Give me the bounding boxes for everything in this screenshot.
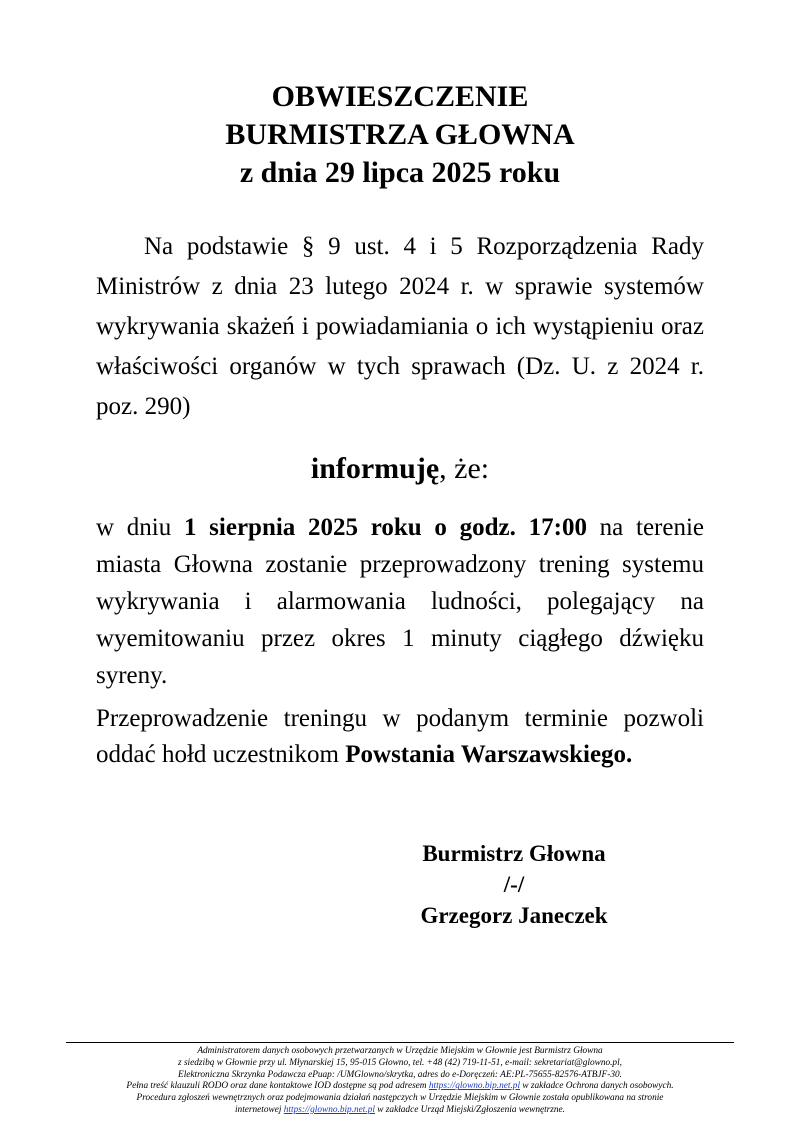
legal-basis-paragraph: Na podstawie § 9 ust. 4 i 5 Rozporządzenia Rady Ministrów z dnia 23 lutego 2024 r. w sprawie systemów wykrywania skażeń i powiadamiania o ich wystąpieniu oraz właściwości organów w tych sprawach (Dz. U. z 2024 r. poz. 290) bbox=[96, 233, 704, 420]
siren-notice-paragraph bbox=[96, 509, 704, 694]
bip-link[interactable]: https://glowno.bip.net.pl bbox=[283, 1104, 375, 1115]
footer-text: Pełna treść klauzuli RODO oraz dane kontaktowe IOD dostępne są pod adresem bbox=[126, 1081, 429, 1092]
signature-name: Grzegorz Janeczek bbox=[420, 903, 608, 928]
footer-line bbox=[66, 1105, 734, 1117]
announcement-heading bbox=[0, 449, 800, 489]
signature-mark: /-/ bbox=[503, 872, 525, 897]
footer-text: internetowej bbox=[234, 1104, 284, 1115]
footer-line: Elektroniczna Skrzynka Podawcza ePuap: /UMGlowno/skrytka, adres do e-Doręczeń: AE:PL-75655-82576-ATBJF-30. bbox=[178, 1069, 622, 1080]
tribute-text: Przeprowadzenie treningu w podanym terminie pozwoli oddać hołd uczestnikom bbox=[96, 705, 704, 768]
footer-line bbox=[66, 1081, 734, 1093]
bip-link[interactable]: https://glowno.bip.net.pl bbox=[428, 1081, 521, 1092]
footer-line: Administratorem danych osobowych przetwarzanych w Urzędzie Miejskim w Głownie jest Burmistrz Głowna bbox=[197, 1046, 603, 1056]
notice-body: na terenie miasta Głowna zostanie przeprowadzony trening systemu wykrywania i alarmowania ludności, polegający na wyemitowaniu przez okres 1 minuty ciągłego dźwięku syreny. bbox=[96, 514, 705, 689]
footer-text: w zakładce Urząd Miejski/Zgłoszenia wewnętrzne. bbox=[374, 1104, 566, 1115]
footer-divider bbox=[66, 1042, 734, 1043]
title-line-date: z dnia 29 lipca 2025 roku bbox=[239, 156, 561, 189]
title-line-obwieszczenie: OBWIESZCZENIE bbox=[271, 80, 529, 113]
footer-line: z siedzibą w Głownie przy ul. Młynarskiej 15, 95-015 Głowno, tel. +48 (42) 719-11-51, e-mail: sekretariat@glowno.pl, bbox=[178, 1057, 622, 1068]
notice-date-time: 1 sierpnia 2025 roku o godz. 17:00 bbox=[183, 514, 587, 541]
footer-line: Procedura zgłoszeń wewnętrznych oraz podejmowania działań następczych w Urzędzie Miejskim w Głownie została opublikowana na stronie bbox=[136, 1093, 664, 1104]
title-line-burmistrza: BURMISTRZA GŁOWNA bbox=[225, 118, 575, 151]
notice-prefix: w dniu bbox=[96, 514, 184, 541]
announcement-heading-bold: informuję bbox=[310, 452, 440, 485]
footer-text: w zakładce Ochrona danych osobowych. bbox=[520, 1081, 674, 1092]
gdpr-footer bbox=[66, 1046, 734, 1117]
tribute-event: Powstania Warszawskiego. bbox=[345, 741, 633, 768]
signature-block bbox=[374, 838, 654, 931]
announcement-heading-rest: , że: bbox=[439, 452, 490, 485]
signature-title: Burmistrz Głowna bbox=[422, 841, 606, 866]
tribute-paragraph bbox=[96, 701, 704, 773]
document-title bbox=[0, 78, 800, 192]
